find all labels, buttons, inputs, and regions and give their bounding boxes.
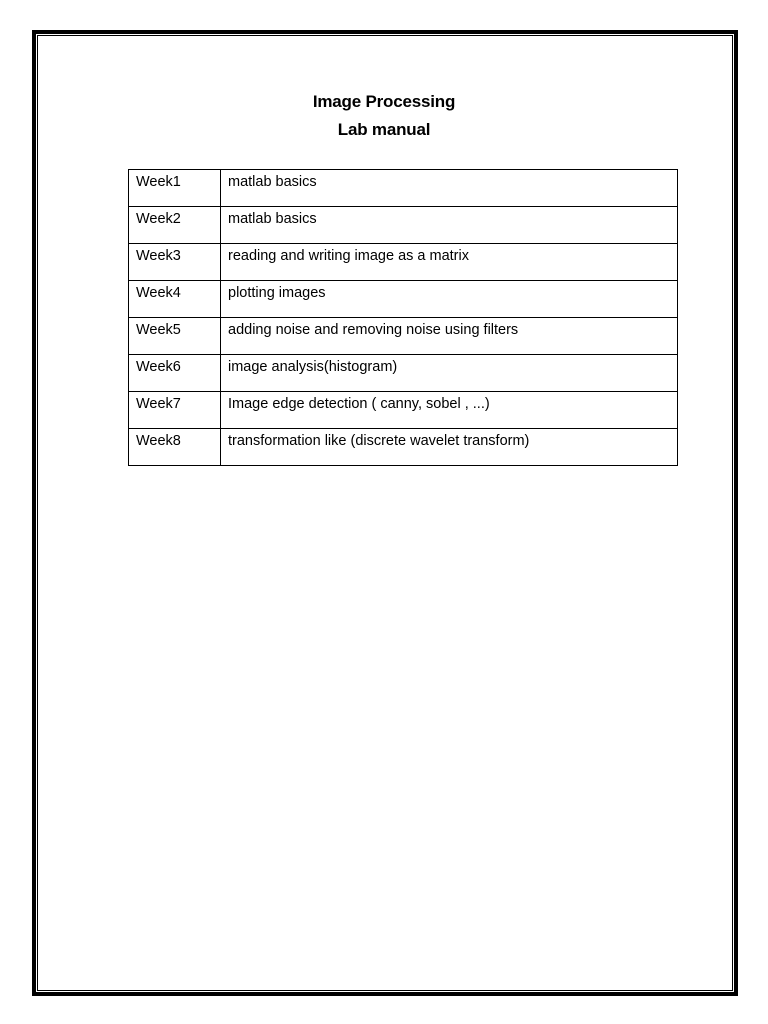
week-cell: Week7 — [129, 392, 221, 429]
table-row — [129, 170, 678, 207]
document-title — [0, 88, 768, 144]
week-cell: Week2 — [129, 207, 221, 244]
table-row — [129, 429, 678, 466]
topic-cell: Image edge detection ( canny, sobel , ...) — [221, 392, 678, 429]
week-cell: Week1 — [129, 170, 221, 207]
topic-cell: plotting images — [221, 281, 678, 318]
topic-cell: matlab basics — [221, 207, 678, 244]
week-cell: Week3 — [129, 244, 221, 281]
table-row — [129, 392, 678, 429]
topic-cell: matlab basics — [221, 170, 678, 207]
lab-schedule-table — [128, 169, 678, 466]
week-cell: Week6 — [129, 355, 221, 392]
week-cell: Week4 — [129, 281, 221, 318]
table-row — [129, 207, 678, 244]
table-row — [129, 281, 678, 318]
title-line-2: Lab manual — [337, 120, 431, 139]
title-line-1: Image Processing — [312, 92, 456, 111]
table-row — [129, 318, 678, 355]
table-row — [129, 355, 678, 392]
topic-cell: image analysis(histogram) — [221, 355, 678, 392]
table-row — [129, 244, 678, 281]
week-cell: Week8 — [129, 429, 221, 466]
week-cell: Week5 — [129, 318, 221, 355]
topic-cell: reading and writing image as a matrix — [221, 244, 678, 281]
topic-cell: adding noise and removing noise using filters — [221, 318, 678, 355]
topic-cell: transformation like (discrete wavelet transform) — [221, 429, 678, 466]
